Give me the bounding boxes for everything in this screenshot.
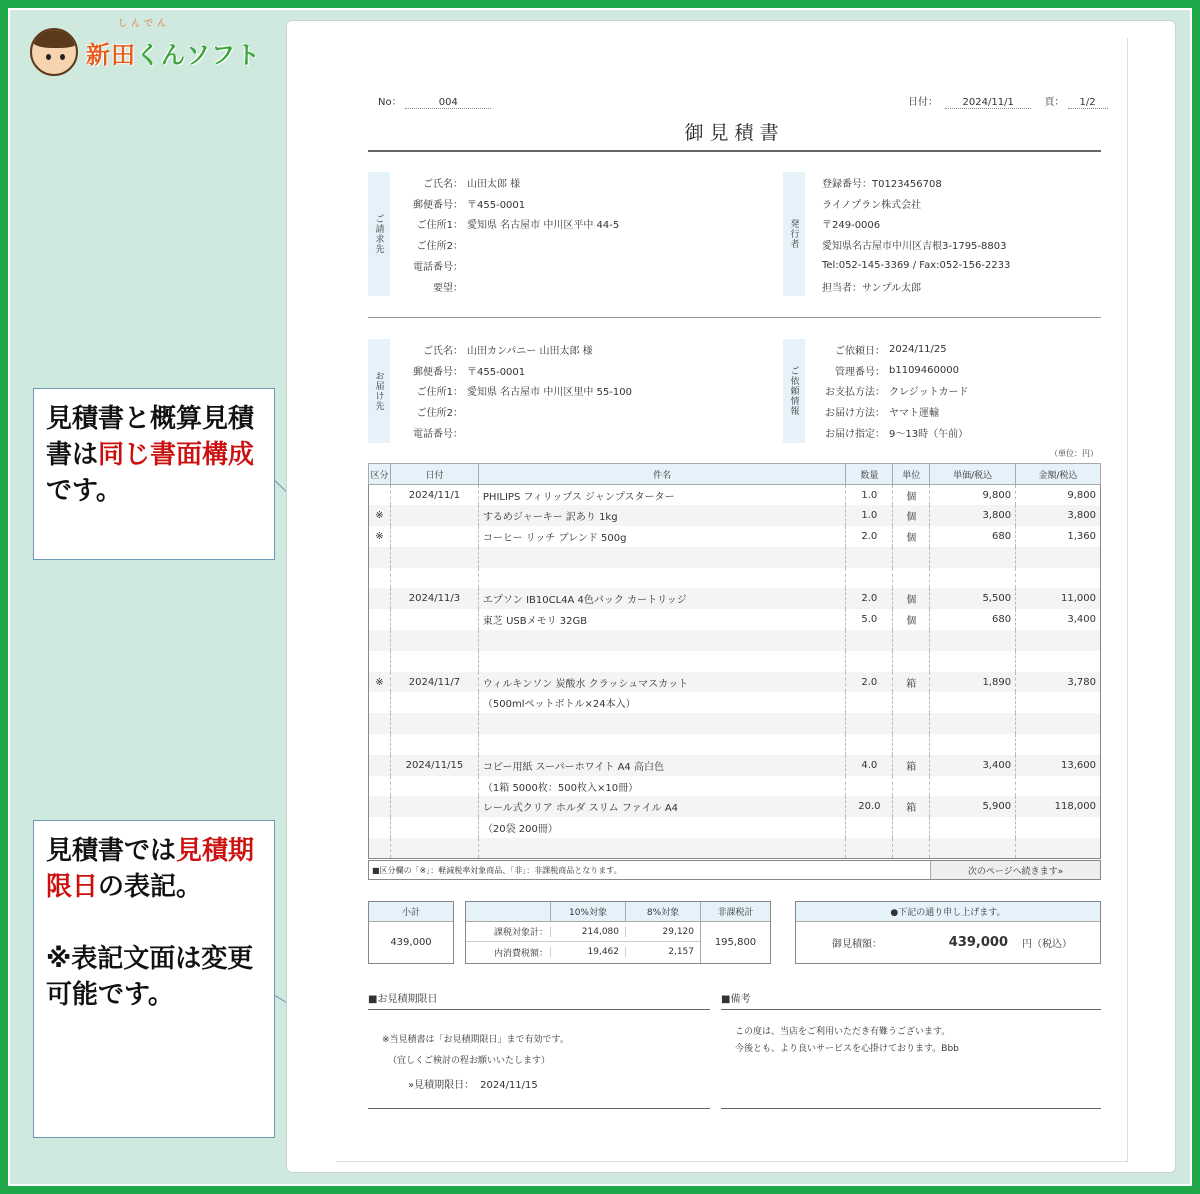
tax-amount-8: 2,157 bbox=[625, 947, 700, 957]
table-cell: 680 bbox=[930, 609, 1016, 630]
table-cell bbox=[893, 734, 930, 755]
column-header: 単位 bbox=[893, 464, 930, 485]
remarks-line2: 今後とも、より良いサービスを心掛けております。Bbb bbox=[735, 1044, 959, 1054]
info-row bbox=[795, 381, 968, 402]
tax-box bbox=[465, 901, 771, 964]
info-value: クレジットカード bbox=[889, 387, 969, 399]
info-key: 郵便番号： bbox=[413, 366, 463, 378]
table-cell: 5.0 bbox=[846, 609, 893, 630]
table-cell: 2.0 bbox=[846, 588, 893, 609]
table-cell: 680 bbox=[930, 526, 1016, 547]
table-cell bbox=[930, 734, 1016, 755]
info-row bbox=[393, 172, 619, 193]
table-cell bbox=[390, 838, 478, 859]
table-cell: 2.0 bbox=[846, 672, 893, 693]
table-cell bbox=[930, 651, 1016, 672]
table-cell: （20袋 200冊） bbox=[478, 817, 845, 838]
table-cell: ※ bbox=[369, 672, 391, 693]
issuer-line: 担当者：サンプル太郎 bbox=[822, 282, 922, 294]
taxable-8: 29,120 bbox=[625, 927, 700, 937]
expiry-date-value: 2024/11/15 bbox=[480, 1080, 538, 1091]
table-cell bbox=[1016, 692, 1101, 713]
table-cell bbox=[930, 817, 1016, 838]
table-row bbox=[369, 713, 1101, 734]
table-row bbox=[369, 568, 1101, 589]
total-box bbox=[795, 901, 1101, 964]
tax-10-header: 10%対象 bbox=[550, 902, 625, 922]
billing-label: ご請求先 bbox=[368, 172, 390, 296]
table-cell: コーヒー リッチ ブレンド 500g bbox=[478, 526, 845, 547]
table-cell bbox=[390, 609, 478, 630]
table-cell bbox=[390, 817, 478, 838]
table-cell bbox=[390, 692, 478, 713]
table-cell: 3,400 bbox=[930, 755, 1016, 776]
table-cell: 2024/11/7 bbox=[390, 672, 478, 693]
table-row bbox=[369, 547, 1101, 568]
issuer-label: 発行者 bbox=[783, 172, 805, 296]
table-cell bbox=[846, 568, 893, 589]
total-unit: 円（税込） bbox=[1022, 939, 1072, 950]
table-cell bbox=[1016, 713, 1101, 734]
table-cell: 個 bbox=[893, 485, 930, 506]
unit-note: （単位：円） bbox=[1050, 449, 1098, 458]
table-cell bbox=[893, 630, 930, 651]
request-info bbox=[795, 339, 968, 443]
table-cell bbox=[369, 713, 391, 734]
table-cell bbox=[369, 547, 391, 568]
footer-note: ■区分欄の「※」：軽減税率対象商品、「非」：非課税商品となります。 bbox=[372, 865, 622, 875]
table-cell bbox=[930, 630, 1016, 651]
table-cell: 118,000 bbox=[1016, 796, 1101, 817]
info-row bbox=[393, 276, 619, 297]
info-key: ご住所2： bbox=[416, 408, 463, 420]
info-value: 9～13時（午前） bbox=[889, 429, 969, 441]
table-cell bbox=[369, 609, 391, 630]
table-cell bbox=[478, 630, 845, 651]
info-value: 〒455-0001 bbox=[467, 199, 526, 211]
title-rule bbox=[368, 150, 1101, 152]
info-row bbox=[393, 422, 632, 443]
table-cell: 個 bbox=[893, 505, 930, 526]
taxable-label: 課税対象計： bbox=[493, 928, 548, 938]
table-cell: 13,600 bbox=[1016, 755, 1101, 776]
table-cell bbox=[893, 547, 930, 568]
table-cell bbox=[390, 547, 478, 568]
table-row bbox=[369, 734, 1101, 755]
table-cell bbox=[390, 796, 478, 817]
issuer-line: 愛知県名古屋市中川区吉根3-1795-8803 bbox=[822, 241, 1007, 253]
table-cell bbox=[930, 547, 1016, 568]
table-cell bbox=[369, 755, 391, 776]
logo bbox=[30, 19, 261, 76]
tax-amount-10: 19,462 bbox=[550, 947, 625, 957]
table-cell bbox=[369, 692, 391, 713]
doc-date: 日付： 2024/11/1 頁： 1/2 bbox=[908, 93, 1108, 109]
table-cell: 2024/11/15 bbox=[390, 755, 478, 776]
table-cell bbox=[390, 713, 478, 734]
info-key: ご氏名： bbox=[423, 345, 463, 357]
table-cell: 4.0 bbox=[846, 755, 893, 776]
table-cell bbox=[369, 817, 391, 838]
table-cell bbox=[893, 713, 930, 734]
info-row bbox=[393, 360, 632, 381]
column-header: 単価/税込 bbox=[930, 464, 1016, 485]
table-row bbox=[369, 755, 1101, 776]
table-row bbox=[369, 630, 1101, 651]
info-value: 愛知県 名古屋市 中川区平中 44-5 bbox=[467, 220, 620, 232]
table-cell bbox=[369, 651, 391, 672]
column-header: 区分 bbox=[369, 464, 391, 485]
info-row bbox=[393, 193, 619, 214]
table-row bbox=[369, 588, 1101, 609]
table-row bbox=[369, 609, 1101, 630]
table-cell: PHILIPS フィリップス ジャンプスターター bbox=[478, 485, 845, 506]
expiry-line1: ※当見積書は「お見積期限日」まで有効です。 bbox=[382, 1035, 569, 1045]
table-cell bbox=[893, 817, 930, 838]
expiry-bottom-rule bbox=[368, 1108, 710, 1109]
table-cell bbox=[846, 547, 893, 568]
table-cell: 2.0 bbox=[846, 526, 893, 547]
info-value: b1109460000 bbox=[889, 364, 959, 376]
info-value: 〒455-0001 bbox=[467, 366, 526, 378]
table-row bbox=[369, 526, 1101, 547]
expiry-title: ■お見積期限日 bbox=[368, 990, 710, 1010]
table-cell: 個 bbox=[893, 588, 930, 609]
table-row bbox=[369, 651, 1101, 672]
logo-text: 新田くんソフト bbox=[86, 40, 261, 69]
table-cell: 1,890 bbox=[930, 672, 1016, 693]
issuer-line: 登録番号：T0123456708 bbox=[822, 178, 942, 190]
info-value: ヤマト運輸 bbox=[889, 408, 939, 420]
table-cell bbox=[893, 838, 930, 859]
info-key: お支払方法： bbox=[825, 387, 885, 399]
table-cell bbox=[893, 568, 930, 589]
info-value: 山田カンパニー 山田太郎 様 bbox=[467, 345, 593, 357]
table-cell: 箱 bbox=[893, 672, 930, 693]
table-cell bbox=[846, 817, 893, 838]
info-key: ご依頼日： bbox=[835, 345, 885, 357]
table-cell: 3,780 bbox=[1016, 672, 1101, 693]
tax-amount-label: 内消費税額： bbox=[493, 948, 548, 959]
table-cell bbox=[930, 692, 1016, 713]
issuer-line: ライノプラン株式会社 bbox=[822, 199, 922, 211]
table-row bbox=[369, 796, 1101, 817]
table-cell bbox=[369, 485, 391, 506]
table-cell bbox=[846, 734, 893, 755]
info-key: 要望： bbox=[433, 282, 463, 294]
nontax-header: 非課税計 bbox=[700, 902, 770, 922]
table-cell bbox=[846, 651, 893, 672]
info-key: ご住所1： bbox=[416, 387, 463, 399]
table-cell bbox=[846, 692, 893, 713]
mascot-icon bbox=[30, 28, 78, 76]
table-cell: 3,800 bbox=[1016, 505, 1101, 526]
table-cell bbox=[1016, 838, 1101, 859]
table-row bbox=[369, 672, 1101, 693]
items-table bbox=[368, 463, 1101, 859]
table-cell: 20.0 bbox=[846, 796, 893, 817]
subtotal-value: 439,000 bbox=[390, 937, 432, 948]
column-header: 日付 bbox=[390, 464, 478, 485]
table-cell bbox=[893, 776, 930, 797]
delivery-label: お届け先 bbox=[368, 339, 390, 443]
info-key: ご氏名： bbox=[423, 178, 463, 190]
table-cell: 5,500 bbox=[930, 588, 1016, 609]
total-label: 御見積額： bbox=[832, 939, 882, 950]
table-row bbox=[369, 838, 1101, 859]
total-header: ●下記の通り申し上げます。 bbox=[796, 902, 1100, 922]
table-cell: （1箱 5000枚：500枚入×10冊） bbox=[478, 776, 845, 797]
table-row bbox=[369, 776, 1101, 797]
table-cell: エプソン IB10CL4A 4色パック カートリッジ bbox=[478, 588, 845, 609]
info-key: 電話番号： bbox=[413, 262, 463, 274]
info-row bbox=[393, 255, 619, 276]
column-header: 金額/税込 bbox=[1016, 464, 1101, 485]
info-value: 山田太郎 様 bbox=[467, 178, 521, 190]
info-key: ご住所2： bbox=[416, 241, 463, 253]
info-row bbox=[393, 401, 632, 422]
callout-same-layout: 見積書と概算見積書は同じ書面構成です。 bbox=[33, 388, 275, 560]
table-cell: 3,400 bbox=[1016, 609, 1101, 630]
table-cell bbox=[369, 630, 391, 651]
table-cell: 9,800 bbox=[1016, 485, 1101, 506]
table-cell: ウィルキンソン 炭酸水 クラッシュマスカット bbox=[478, 672, 845, 693]
info-value: 2024/11/25 bbox=[889, 343, 947, 355]
table-cell: 3,800 bbox=[930, 505, 1016, 526]
info-row bbox=[795, 401, 968, 422]
info-key: 郵便番号： bbox=[413, 199, 463, 211]
table-row bbox=[369, 817, 1101, 838]
table-cell bbox=[478, 838, 845, 859]
table-cell bbox=[1016, 547, 1101, 568]
table-cell: 5,900 bbox=[930, 796, 1016, 817]
table-cell bbox=[478, 547, 845, 568]
info-row bbox=[393, 381, 632, 402]
table-cell: 箱 bbox=[893, 796, 930, 817]
info-key: ご住所1： bbox=[416, 220, 463, 232]
table-cell bbox=[390, 568, 478, 589]
remarks-bottom-rule bbox=[721, 1108, 1101, 1109]
table-cell bbox=[369, 776, 391, 797]
table-cell: 箱 bbox=[893, 755, 930, 776]
table-cell: するめジャーキー 訳あり 1kg bbox=[478, 505, 845, 526]
table-cell bbox=[846, 776, 893, 797]
table-cell: 9,800 bbox=[930, 485, 1016, 506]
next-page-note: 次のページへ続きます» bbox=[930, 861, 1100, 879]
table-footer bbox=[368, 860, 1101, 880]
table-cell bbox=[478, 651, 845, 672]
table-cell bbox=[930, 568, 1016, 589]
table-cell: 1.0 bbox=[846, 505, 893, 526]
issuer-line: 〒249-0006 bbox=[822, 220, 881, 232]
table-cell: 個 bbox=[893, 526, 930, 547]
table-cell: 東芝 USBメモリ 32GB bbox=[478, 609, 845, 630]
table-cell bbox=[846, 630, 893, 651]
table-cell: 2024/11/3 bbox=[390, 588, 478, 609]
doc-number: No： 004 bbox=[378, 93, 491, 109]
table-cell bbox=[390, 776, 478, 797]
info-row bbox=[795, 339, 968, 360]
section-rule bbox=[368, 317, 1101, 318]
table-cell bbox=[1016, 651, 1101, 672]
table-cell bbox=[390, 734, 478, 755]
table-cell: 個 bbox=[893, 609, 930, 630]
table-cell bbox=[369, 588, 391, 609]
info-key: 電話番号： bbox=[413, 429, 463, 441]
table-cell bbox=[930, 713, 1016, 734]
column-header: 数量 bbox=[846, 464, 893, 485]
table-cell bbox=[390, 505, 478, 526]
remarks-title: ■備考 bbox=[721, 990, 1101, 1010]
table-cell bbox=[478, 568, 845, 589]
remarks-section bbox=[721, 990, 1101, 1054]
table-cell: ※ bbox=[369, 505, 391, 526]
table-row bbox=[369, 692, 1101, 713]
table-cell bbox=[893, 692, 930, 713]
nontax-value: 195,800 bbox=[700, 922, 770, 963]
table-cell: （500mlペットボトル×24本入） bbox=[478, 692, 845, 713]
table-cell: コピー用紙 スーパーホワイト A4 高白色 bbox=[478, 755, 845, 776]
table-row bbox=[369, 505, 1101, 526]
issuer-line: Tel:052-145-3369 / Fax:052-156-2233 bbox=[822, 260, 1011, 272]
table-cell bbox=[369, 796, 391, 817]
table-cell bbox=[930, 776, 1016, 797]
table-cell bbox=[846, 713, 893, 734]
taxable-10: 214,080 bbox=[550, 927, 625, 937]
expiry-section bbox=[368, 990, 710, 1091]
table-cell bbox=[390, 651, 478, 672]
info-row bbox=[393, 214, 619, 235]
table-cell: 11,000 bbox=[1016, 588, 1101, 609]
table-cell bbox=[369, 734, 391, 755]
table-cell bbox=[390, 630, 478, 651]
delivery-info bbox=[393, 339, 632, 443]
expiry-date-label: »見積期限日： bbox=[408, 1080, 475, 1091]
table-cell bbox=[390, 526, 478, 547]
total-value: 439,000 bbox=[948, 935, 1008, 950]
info-row bbox=[393, 234, 619, 255]
table-cell bbox=[1016, 630, 1101, 651]
table-cell bbox=[478, 713, 845, 734]
info-key: お届け方法： bbox=[825, 408, 885, 420]
table-cell bbox=[1016, 776, 1101, 797]
page-title: 御見積書 bbox=[684, 122, 785, 144]
table-cell bbox=[893, 651, 930, 672]
callout-expiry: 見積書では見積期限日の表記。 ※表記文面は変更可能です。 bbox=[33, 820, 275, 1138]
table-cell bbox=[846, 838, 893, 859]
table-cell: ※ bbox=[369, 526, 391, 547]
column-header: 件名 bbox=[478, 464, 845, 485]
tax-8-header: 8%対象 bbox=[625, 902, 700, 922]
remarks-line1: この度は、当店をご利用いただき有難うございます。 bbox=[735, 1027, 951, 1037]
subtotal-box bbox=[368, 901, 454, 964]
issuer-info bbox=[822, 172, 1010, 297]
info-row bbox=[795, 360, 968, 381]
info-value: 愛知県 名古屋市 中川区里中 55-100 bbox=[467, 387, 632, 399]
info-key: 管理番号： bbox=[835, 366, 885, 378]
info-row bbox=[393, 339, 632, 360]
table-cell: 2024/11/1 bbox=[390, 485, 478, 506]
table-cell bbox=[369, 838, 391, 859]
table-cell bbox=[478, 734, 845, 755]
subtotal-label: 小計 bbox=[369, 902, 453, 922]
table-cell: 1,360 bbox=[1016, 526, 1101, 547]
table-cell bbox=[1016, 734, 1101, 755]
request-label: ご依頼情報 bbox=[783, 339, 805, 443]
billing-info bbox=[393, 172, 619, 297]
table-cell: レール式クリア ホルダ スリム ファイル A4 bbox=[478, 796, 845, 817]
logo-ruby: しんでん bbox=[118, 19, 171, 29]
table-cell bbox=[1016, 817, 1101, 838]
info-row bbox=[795, 422, 968, 443]
table-row bbox=[369, 485, 1101, 506]
table-cell bbox=[930, 838, 1016, 859]
expiry-line2: （宜しくご検討の程お願いいたします） bbox=[388, 1056, 551, 1066]
table-cell: 1.0 bbox=[846, 485, 893, 506]
table-cell bbox=[369, 568, 391, 589]
info-key: お届け指定： bbox=[825, 429, 885, 441]
table-cell bbox=[1016, 568, 1101, 589]
